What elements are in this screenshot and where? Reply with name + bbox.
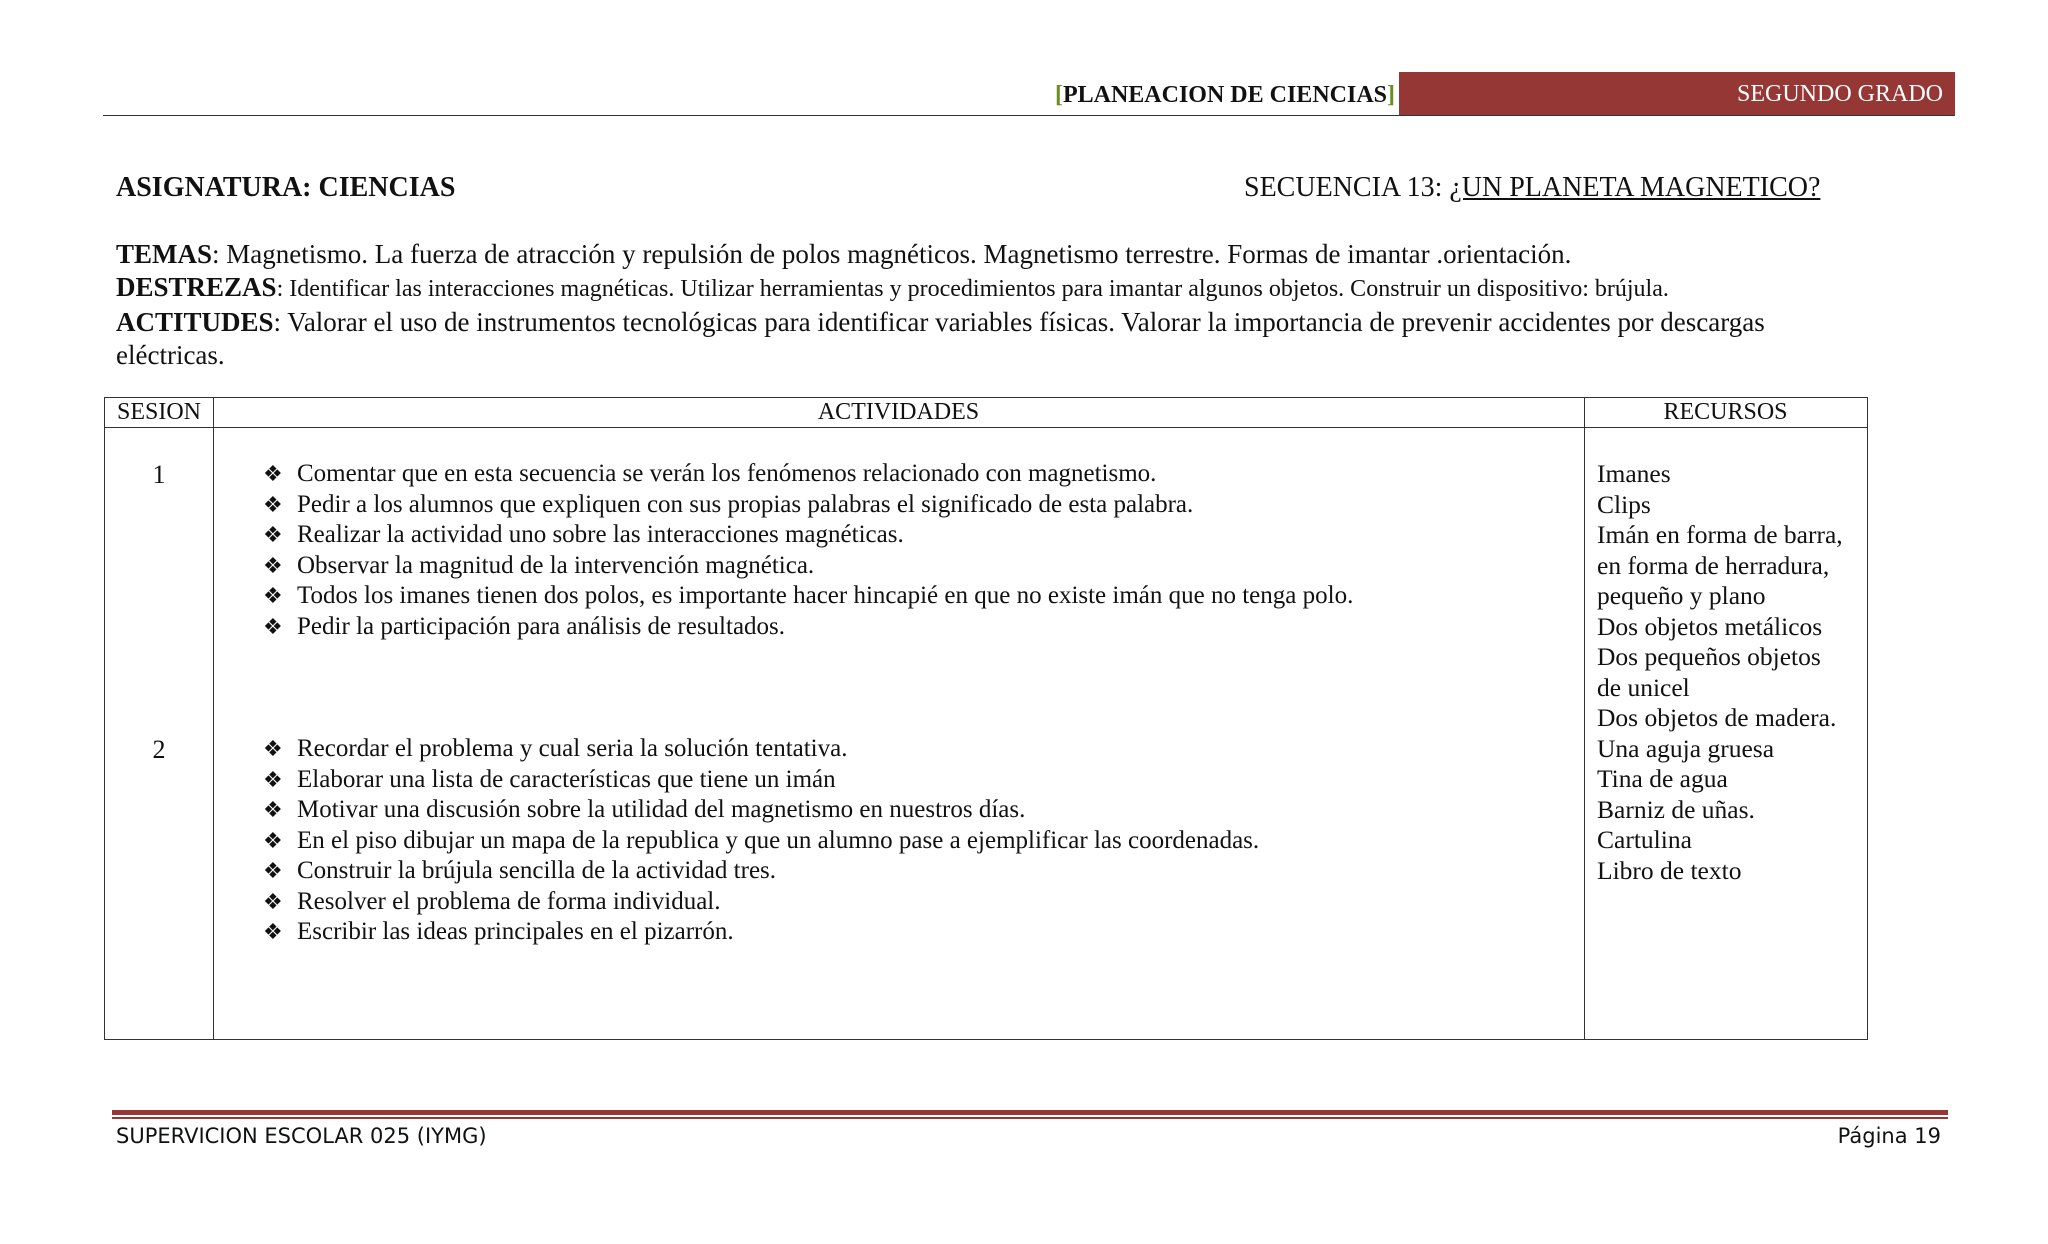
diamond-bullet-icon: ❖ [263, 827, 283, 853]
list-item [263, 795, 1259, 826]
list-item [263, 887, 1259, 918]
diamond-bullet-icon: ❖ [263, 736, 283, 761]
header-rule [103, 115, 1955, 116]
activity-text: Todos los imanes tienen dos polos, es importante hacer hincapié en que no existe imán que no tenga polo. [297, 582, 1354, 609]
activity-text: Recordar el problema y cual seria la solución tentativa. [297, 735, 848, 762]
activity-text: En el piso dibujar un mapa de la republica y que un alumno pase a ejemplificar las coordenadas. [297, 826, 1260, 854]
resource-item: Libro de texto [1597, 855, 1742, 885]
subject-heading: ASIGNATURA: CIENCIAS [116, 172, 456, 203]
activity-text: Construir la brújula sencilla de la actividad tres. [297, 857, 777, 884]
activity-text: Comentar que en esta secuencia se verán los fenómenos relacionado con magnetismo. [297, 460, 1157, 487]
footer-rule-thin [112, 1117, 1948, 1119]
diamond-bullet-icon: ❖ [263, 919, 283, 944]
diamond-bullet-icon: ❖ [263, 613, 283, 639]
column-divider [1584, 398, 1585, 1039]
page-number: Página 19 [1837, 1124, 1941, 1148]
session-number: 2 [152, 735, 166, 764]
list-item [263, 459, 1353, 490]
activity-text: Realizar la actividad uno sobre las interacciones magnéticas. [297, 521, 904, 548]
grade-banner [1399, 72, 1955, 116]
resource-item: pequeño y plano [1597, 581, 1766, 610]
column-header-session: SESION [116, 399, 201, 425]
destrezas-text: : Identificar las interacciones magnéticas. Utilizar herramientas y procedimientos para imantar algunos objetos. Construir un dispositivo: brújula. [276, 276, 1669, 302]
list-item [263, 765, 1259, 796]
list-item [263, 520, 1353, 551]
list-item [263, 581, 1353, 612]
destrezas-line [116, 271, 1896, 306]
diamond-bullet-icon: ❖ [263, 766, 283, 792]
activity-text: Pedir a los alumnos que expliquen con sus propias palabras el significado de esta palabra. [297, 490, 1194, 518]
sequence-name: ¿UN PLANETA MAGNETICO? [1449, 172, 1821, 203]
column-divider [213, 398, 214, 1039]
header-title [1055, 82, 1395, 109]
activity-text: Motivar una discusión sobre la utilidad del magnetismo en nuestros días. [297, 796, 1026, 823]
list-item [263, 612, 1353, 643]
resource-item: Cartulina [1597, 825, 1692, 854]
resource-item: Clips [1597, 489, 1651, 519]
footer-organization: SUPERVICION ESCOLAR 025 (IYMG) [116, 1124, 487, 1148]
diamond-bullet-icon: ❖ [263, 522, 283, 547]
list-item [263, 490, 1353, 521]
resource-item: Una aguja gruesa [1597, 733, 1775, 763]
grade-label: SEGUNDO GRADO [1736, 80, 1943, 107]
resource-item: Dos objetos metálicos [1597, 611, 1823, 641]
header-bracket-open: [ [1054, 82, 1063, 108]
page-header [103, 72, 1955, 116]
diamond-bullet-icon: ❖ [263, 491, 283, 517]
diamond-bullet-icon: ❖ [263, 858, 283, 883]
resource-item: Imán en forma de barra, [1597, 520, 1843, 549]
temas-text: : Magnetismo. La fuerza de atracción y repulsión de polos magnéticos. Magnetismo terrestre. Formas de imantar .orientación. [212, 239, 1572, 269]
resource-item: Tina de agua [1597, 764, 1728, 793]
actitudes-line-2: eléctricas. [116, 340, 225, 370]
list-item [263, 734, 1259, 765]
diamond-bullet-icon: ❖ [263, 461, 283, 486]
diamond-bullet-icon: ❖ [263, 797, 283, 822]
planning-table [104, 397, 1868, 1040]
activity-text: Elaborar una lista de características que tiene un imán [297, 765, 836, 793]
activity-text: Resolver el problema de forma individual. [297, 887, 721, 915]
activity-text: Pedir la participación para análisis de resultados. [297, 612, 786, 640]
sequence-heading [1244, 172, 1820, 204]
resource-item: Imanes [1597, 459, 1671, 488]
temas-label: TEMAS [116, 239, 213, 269]
activity-text: Escribir las ideas principales en el pizarrón. [297, 918, 734, 945]
list-item [263, 826, 1259, 857]
column-header-activities: ACTIVIDADES [817, 399, 980, 425]
diamond-bullet-icon: ❖ [263, 552, 283, 578]
resource-item: Barniz de uñas. [1597, 794, 1755, 824]
destrezas-label: DESTREZAS [116, 272, 277, 302]
header-row-divider [105, 427, 1867, 428]
activity-text: Observar la magnitud de la intervención magnética. [297, 551, 815, 579]
header-bracket-close: ] [1387, 82, 1395, 108]
footer-rule [112, 1110, 1948, 1115]
header-title-text: PLANEACION DE CIENCIAS [1062, 82, 1387, 108]
session-2-activities [263, 734, 1259, 948]
column-header-resources: RECURSOS [1663, 399, 1788, 425]
resource-item: Dos pequeños objetos [1597, 642, 1821, 671]
resource-item: Dos objetos de madera. [1597, 703, 1837, 732]
diamond-bullet-icon: ❖ [263, 583, 283, 608]
resource-item: de unicel [1597, 672, 1690, 702]
resource-item: en forma de herradura, [1597, 550, 1830, 580]
actitudes-text: : Valorar el uso de instrumentos tecnológicas para identificar variables físicas. Valorar la importancia de prevenir accidentes por descargas [273, 307, 1765, 337]
list-item [263, 551, 1353, 582]
temas-line [116, 238, 1896, 271]
session-number: 1 [152, 460, 166, 489]
list-item [263, 856, 1259, 887]
resources-list [1597, 459, 1843, 886]
actitudes-label: ACTITUDES [116, 307, 274, 337]
sequence-label: SECUENCIA 13: [1244, 172, 1450, 203]
intro-block [116, 238, 1896, 372]
list-item [263, 917, 1259, 948]
session-1-activities [263, 459, 1353, 642]
actitudes-line [116, 306, 1896, 339]
diamond-bullet-icon: ❖ [263, 888, 283, 914]
